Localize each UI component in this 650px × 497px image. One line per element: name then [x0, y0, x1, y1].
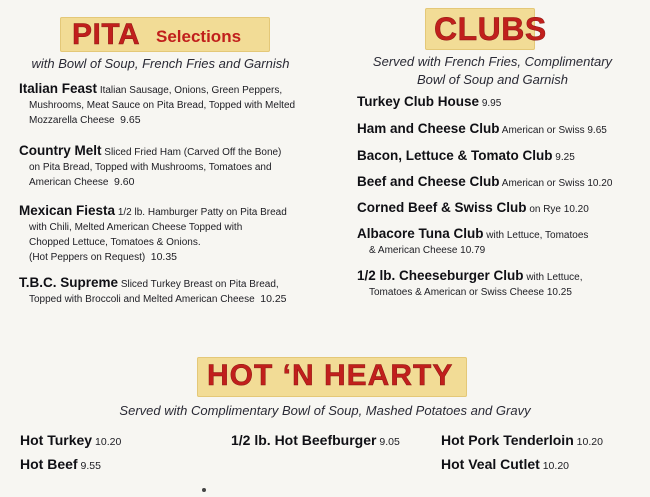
menu-item-mexican-fiesta: [19, 203, 324, 265]
item-desc: American Cheese: [29, 177, 109, 188]
item-desc: American or Swiss: [501, 178, 585, 189]
item-price: 9.60: [114, 176, 135, 188]
menu-item-club: [357, 174, 612, 192]
item-price: 10.20: [587, 178, 613, 189]
item-price: 9.65: [120, 114, 141, 126]
item-name: T.B.C. Supreme: [19, 275, 119, 290]
item-desc: with Lettuce,: [526, 272, 583, 283]
item-desc: Sliced Fried Ham (Carved Off the Bone): [104, 147, 282, 158]
item-desc: American or Swiss: [501, 125, 585, 136]
item-name: Beef and Cheese Club: [357, 174, 500, 189]
menu-item-hot: [441, 456, 569, 472]
item-desc: on Pita Bread, Topped with Mushrooms, Tomatoes and: [29, 162, 272, 173]
item-price: 10.20: [576, 436, 603, 448]
item-desc: Italian Sausage, Onions, Green Peppers,: [99, 85, 283, 96]
item-name: Corned Beef & Swiss Club: [357, 200, 527, 215]
item-desc: 1/2 lb. Hamburger Patty on Pita Bread: [117, 207, 287, 218]
item-price: 10.20: [542, 460, 569, 472]
item-price: 9.95: [481, 98, 502, 109]
item-desc: & American Cheese: [369, 245, 458, 256]
pita-title-small: Selections: [156, 27, 242, 46]
menu-item-hot: [231, 432, 400, 448]
item-price: 9.55: [80, 460, 101, 472]
hot-title: HOT ‘N HEARTY: [207, 359, 454, 392]
item-name: Hot Pork Tenderloin: [441, 432, 574, 448]
menu-item-club: [357, 268, 582, 300]
item-name: 1/2 lb. Hot Beefburger: [231, 432, 377, 448]
item-name: Ham and Cheese Club: [357, 121, 500, 136]
hot-subtitle: Served with Complimentary Bowl of Soup, Mashed Potatoes and Gravy: [119, 403, 531, 418]
menu-item-hot: [441, 432, 603, 448]
menu-item-club: [357, 200, 589, 218]
menu-item-italian-feast: [19, 81, 324, 128]
item-name: Turkey Club House: [357, 94, 480, 109]
item-desc: (Hot Peppers on Request): [29, 252, 146, 263]
item-desc: Sliced Turkey Breast on Pita Bread,: [120, 279, 279, 290]
menu-item-hot: [20, 432, 121, 448]
menu-item-club: [357, 121, 607, 139]
clubs-title: CLUBS: [434, 11, 547, 47]
decorative-dot: [202, 488, 206, 492]
menu-item-hot: [20, 456, 101, 472]
item-desc: Mozzarella Cheese: [29, 115, 115, 126]
item-name: 1/2 lb. Cheeseburger Club: [357, 268, 524, 283]
item-name: Hot Turkey: [20, 432, 93, 448]
item-name: Albacore Tuna Club: [357, 226, 484, 241]
item-price: 9.05: [379, 436, 400, 448]
pita-banner: [60, 17, 270, 52]
item-desc: Mushrooms, Meat Sauce on Pita Bread, Topped with Melted: [29, 100, 296, 111]
item-name: Mexican Fiesta: [19, 203, 116, 218]
item-price: 10.35: [150, 251, 178, 263]
item-desc: with Chili, Melted American Cheese Topped with: [29, 222, 243, 233]
clubs-subtitle-line: Served with French Fries, Complimentary: [372, 54, 613, 69]
menu-item-club: [357, 226, 588, 258]
item-name: Hot Veal Cutlet: [441, 456, 540, 472]
item-desc: Chopped Lettuce, Tomatoes & Onions.: [29, 237, 201, 248]
clubs-subtitle: [340, 53, 645, 89]
item-desc: Topped with Broccoli and Melted American Cheese: [29, 294, 255, 305]
item-desc: with Lettuce, Tomatoes: [486, 230, 589, 241]
pita-subtitle: with Bowl of Soup, French Fries and Garnish: [31, 56, 290, 71]
item-price: 9.25: [555, 152, 575, 163]
item-price: 10.79: [460, 245, 486, 256]
item-desc: Tomatoes & American or Swiss Cheese: [369, 287, 545, 298]
item-price: 10.20: [95, 436, 122, 448]
clubs-subtitle-line: Bowl of Soup and Garnish: [416, 72, 569, 87]
menu-item-club: [357, 148, 575, 166]
pita-title: PITA: [72, 18, 141, 51]
item-price: 10.20: [563, 204, 589, 215]
menu-item-tbc-supreme: [19, 275, 324, 307]
item-name: Italian Feast: [19, 81, 98, 96]
item-desc: on Rye: [529, 204, 561, 215]
item-price: 9.65: [587, 125, 607, 136]
hot-banner: [197, 357, 467, 397]
item-name: Country Melt: [19, 143, 102, 158]
item-price: 10.25: [546, 287, 572, 298]
item-name: Bacon, Lettuce & Tomato Club: [357, 148, 553, 163]
clubs-banner: [425, 8, 547, 50]
item-name: Hot Beef: [20, 456, 78, 472]
menu-item-club: [357, 94, 501, 112]
menu-item-country-melt: [19, 143, 324, 190]
item-price: 10.25: [260, 293, 287, 305]
